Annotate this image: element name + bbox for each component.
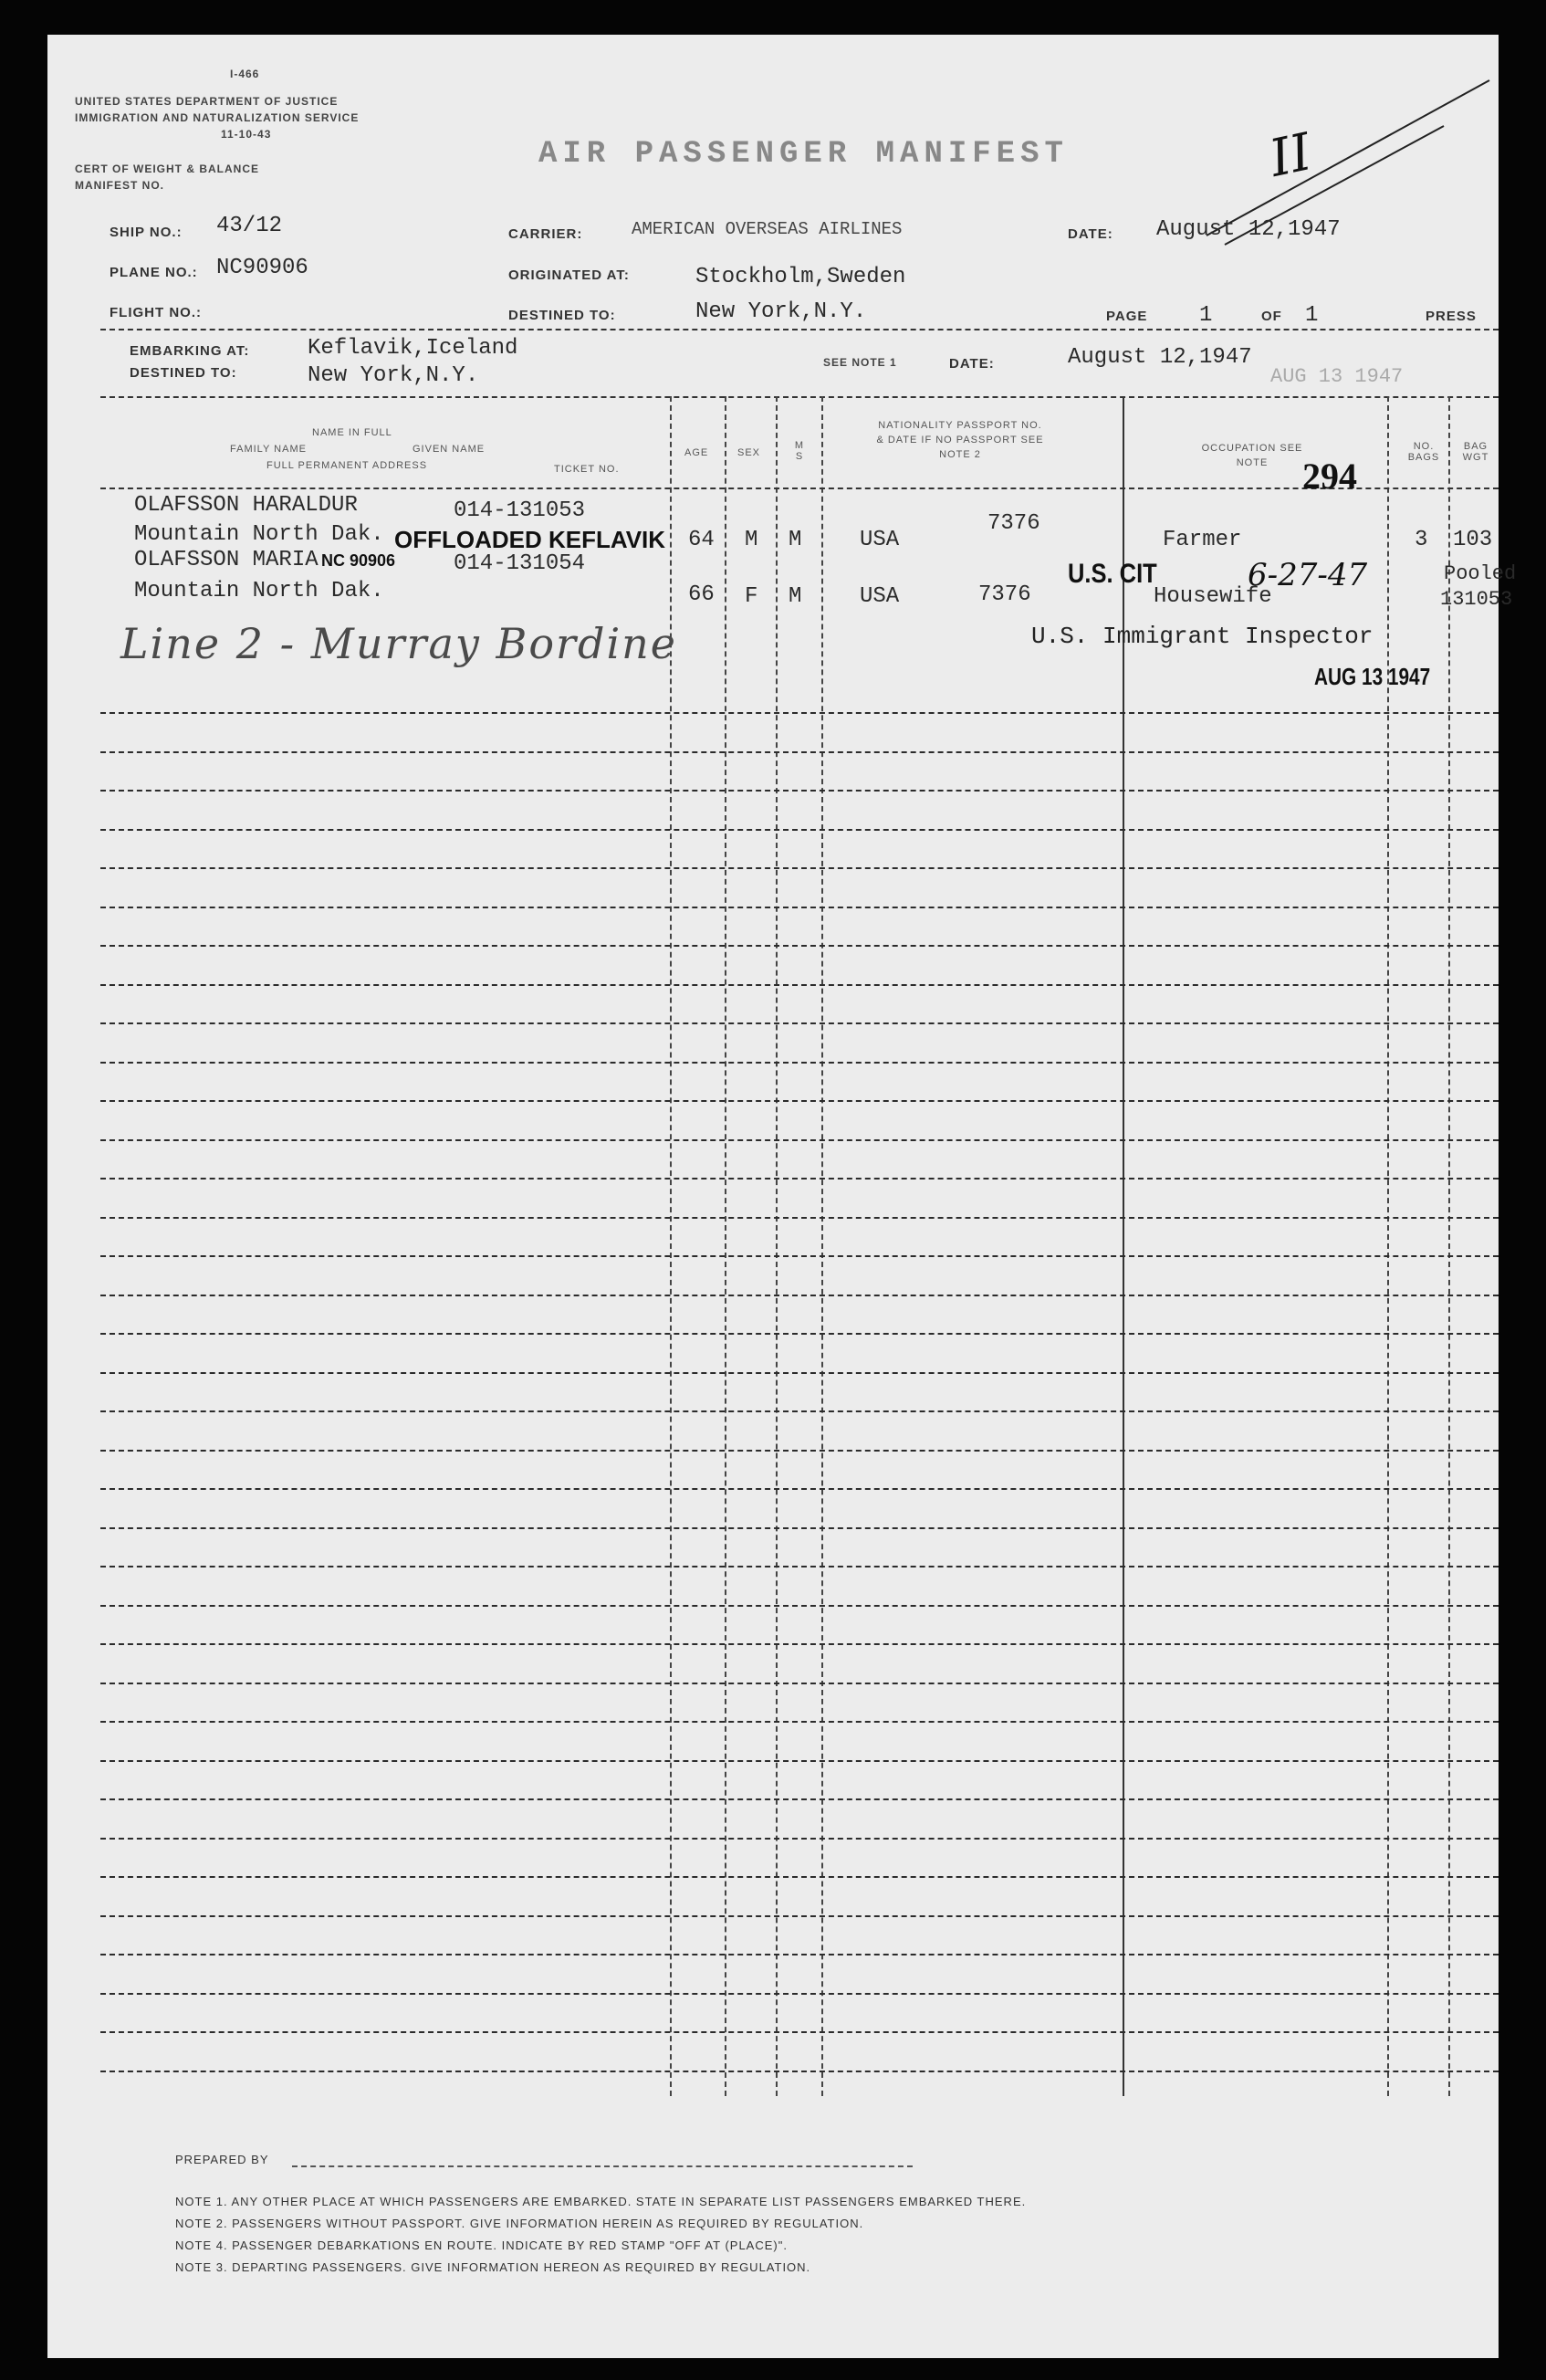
destined2-value: New York,N.Y. — [308, 363, 479, 388]
passenger-1-name: OLAFSSON HARALDUR — [134, 493, 358, 518]
embarking-label: EMBARKING AT: — [130, 343, 250, 359]
ruled-row-line — [100, 2031, 1499, 2033]
passenger-1-occupation: Farmer — [1163, 528, 1242, 552]
ruled-row-line — [100, 1022, 1499, 1024]
passenger-1-bags: 3 — [1415, 528, 1428, 552]
ruled-row-line — [100, 712, 1499, 714]
ruled-row-line — [100, 1527, 1499, 1529]
footer-note-2: NOTE 2. PASSENGERS WITHOUT PASSPORT. GIVE INFORMATION HEREIN AS REQUIRED BY REGULATION. — [175, 2217, 864, 2230]
agency-line2: IMMIGRATION AND NATURALIZATION SERVICE — [75, 111, 360, 124]
ruled-row-line — [100, 1721, 1499, 1723]
passenger-2-ticket: 014-131054 — [454, 551, 586, 576]
passenger-1-passport: 7376 — [987, 511, 1040, 536]
ship-no-label: SHIP NO.: — [110, 225, 183, 240]
ruled-row-line — [100, 1450, 1499, 1452]
ruled-row-line — [100, 1139, 1499, 1141]
carrier-label: CARRIER: — [508, 226, 583, 242]
plane-no-label: PLANE NO.: — [110, 265, 198, 280]
date-label: DATE: — [1068, 226, 1113, 242]
passenger-2-marital: M — [789, 584, 802, 609]
form-number: I-466 — [230, 68, 260, 80]
ruled-row-line — [100, 790, 1499, 792]
ship-no-value: 43/12 — [216, 214, 283, 238]
inspector-date-stamp: AUG 13 1947 — [1314, 663, 1431, 690]
ruled-row-line — [100, 2071, 1499, 2072]
offloaded-flight-stamp: NC 90906 — [321, 551, 396, 570]
passenger-2-age: 66 — [688, 582, 715, 607]
ruled-row-line — [100, 1566, 1499, 1567]
ruled-row-line — [100, 1798, 1499, 1800]
ruled-row-line — [100, 1295, 1499, 1296]
footer-note-3: NOTE 3. DEPARTING PASSENGERS. GIVE INFORMATION HEREON AS REQUIRED BY REGULATION. — [175, 2260, 811, 2274]
ruled-row-line — [100, 1954, 1499, 1955]
destined2-label: DESTINED TO: — [130, 365, 237, 381]
passenger-2-occupation: Housewife — [1154, 584, 1272, 609]
passenger-2-name: OLAFSSON MARIA — [134, 548, 319, 572]
received-stamp: AUG 13 1947 — [1270, 365, 1404, 388]
ruled-row-line — [100, 1876, 1499, 1878]
offloaded-stamp: OFFLOADED KEFLAVIK — [394, 526, 666, 553]
ruled-row-line — [100, 829, 1499, 831]
plane-no-value: NC90906 — [216, 256, 308, 280]
page-value: 1 — [1199, 303, 1213, 328]
page-label: PAGE — [1106, 309, 1148, 324]
date2-label: DATE: — [949, 356, 995, 372]
ruled-row-line — [100, 1683, 1499, 1684]
col-given-name: GIVEN NAME — [413, 444, 486, 455]
destined-value: New York,N.Y. — [695, 299, 867, 324]
ruled-row-line — [100, 1915, 1499, 1917]
date2-value: August 12,1947 — [1068, 345, 1252, 370]
col-bags: NO. BAGS — [1407, 441, 1440, 463]
ruled-row-line — [100, 907, 1499, 908]
passenger-2-address: Mountain North Dak. — [134, 579, 384, 603]
passenger-1-nationality: USA — [860, 528, 900, 552]
prepared-by-label: PREPARED BY — [175, 2153, 269, 2166]
ruled-row-line — [100, 1410, 1499, 1412]
footer-note-4: NOTE 4. PASSENGER DEBARKATIONS EN ROUTE. INDICATE BY RED STAMP "OFF AT (PLACE)". — [175, 2238, 788, 2252]
ruled-row-line — [100, 1217, 1499, 1219]
ruled-row-line — [100, 1062, 1499, 1064]
col-family-name: FAMILY NAME — [230, 444, 307, 455]
ruled-row-line — [100, 1100, 1499, 1102]
of-value: 1 — [1305, 303, 1319, 328]
ruled-row-line — [100, 1333, 1499, 1335]
agency-line1: UNITED STATES DEPARTMENT OF JUSTICE — [75, 95, 339, 108]
carrier-value: AMERICAN OVERSEAS AIRLINES — [632, 219, 903, 239]
see-note-label: SEE NOTE 1 — [823, 356, 897, 369]
of-label: OF — [1261, 309, 1282, 324]
embarking-value: Keflavik,Iceland — [308, 336, 518, 361]
inspector-stamp: U.S. Immigrant Inspector — [1031, 623, 1374, 650]
passenger-2-passport: 7376 — [978, 582, 1031, 607]
flight-no-label: FLIGHT NO.: — [110, 305, 202, 320]
handwritten-roman-numeral: II — [1264, 122, 1317, 189]
col-address: FULL PERMANENT ADDRESS — [266, 460, 428, 471]
press-label: PRESS — [1426, 309, 1477, 324]
col-occupation: OCCUPATION SEE NOTE — [1201, 443, 1303, 468]
ruled-row-line — [100, 1993, 1499, 1995]
ruled-row-line — [100, 867, 1499, 869]
page-title: AIR PASSENGER MANIFEST — [538, 137, 1069, 172]
footer-note-1: NOTE 1. ANY OTHER PLACE AT WHICH PASSENGERS ARE EMBARKED. STATE IN SEPARATE LIST PASSENGERS EMBARKED THERE. — [175, 2195, 1027, 2208]
passenger-1-ticket: 014-131053 — [454, 498, 586, 523]
handwritten-date: 6-27-47 — [1248, 557, 1368, 593]
col-bag-weight: BAG WGT — [1462, 441, 1489, 463]
passenger-1-address: Mountain North Dak. — [134, 522, 384, 547]
form-subnumber: 11-10-43 — [221, 128, 272, 141]
weight-balance-line2: MANIFEST NO. — [75, 179, 164, 192]
code-294: 294 — [1302, 456, 1357, 497]
date-value: August 12,1947 — [1156, 217, 1341, 242]
originated-label: ORIGINATED AT: — [508, 267, 630, 283]
passenger-2-sex: F — [745, 584, 758, 609]
col-sex: SEX — [737, 447, 761, 458]
passenger-1-marital: M — [789, 528, 802, 552]
ruled-row-line — [100, 945, 1499, 947]
passenger-1-weight: 103 — [1453, 528, 1493, 552]
passenger-2-bags: Pooled — [1444, 562, 1517, 585]
ruled-row-line — [100, 1760, 1499, 1762]
col-ticket: TICKET NO. — [554, 464, 620, 475]
passenger-1-age: 64 — [688, 528, 715, 552]
us-citizen-stamp: U.S. CIT — [1068, 559, 1157, 589]
ruled-row-line — [100, 1605, 1499, 1607]
ruled-row-line — [100, 1488, 1499, 1490]
col-age: AGE — [684, 447, 709, 458]
ruled-row-line — [100, 1838, 1499, 1840]
weight-balance-line1: CERT OF WEIGHT & BALANCE — [75, 163, 259, 175]
ruled-row-line — [100, 751, 1499, 753]
ruled-row-line — [100, 1178, 1499, 1180]
passenger-1-sex: M — [745, 528, 758, 552]
ruled-row-line — [100, 1372, 1499, 1374]
col-name-in-full: NAME IN FULL — [312, 427, 392, 438]
originated-value: Stockholm,Sweden — [695, 265, 906, 289]
col-nationality-passport: NATIONALITY PASSPORT NO. & DATE IF NO PASSPORT SEE NOTE 2 — [876, 420, 1044, 460]
ruled-row-line — [100, 1255, 1499, 1257]
ruled-row-line — [100, 1643, 1499, 1645]
manifest-sheet — [47, 35, 1517, 2358]
passenger-2-weight: 131053 — [1440, 588, 1513, 611]
passenger-2-nationality: USA — [860, 584, 900, 609]
col-marital-status: M S — [794, 440, 805, 462]
handwritten-signature: Line 2 - Murray Bordine — [120, 619, 678, 668]
ruled-row-line — [100, 984, 1499, 986]
destined-label: DESTINED TO: — [508, 308, 616, 323]
